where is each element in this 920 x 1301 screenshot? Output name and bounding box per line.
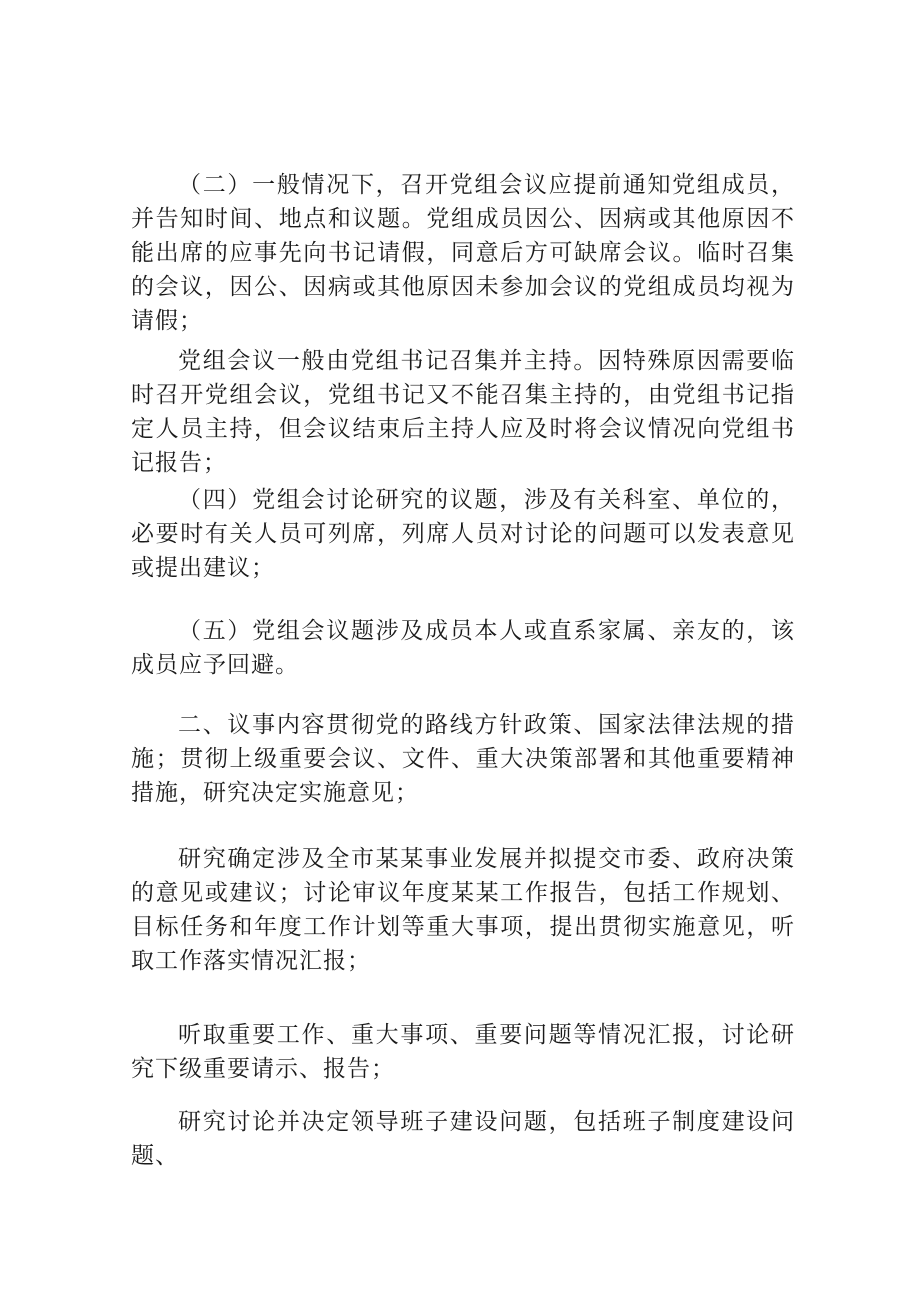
- paragraph-attendance: [131, 483, 795, 585]
- paragraph-work-reports: [131, 1018, 795, 1086]
- paragraph-text: 党组会议一般由党组书记召集并主持。因特殊原因需要临时召开党组会议，党组书记又不能召集主持的，由党组书记指定人员主持，但会议结束后主持人应及时将会议情况向党组书记报告；: [131, 348, 795, 476]
- paragraph-text: 二、议事内容贯彻党的路线方针政策、国家法律法规的措施；贯彻上级重要会议、文件、重大决策部署和其他重要精神措施，研究决定实施意见；: [131, 712, 795, 806]
- paragraph-text: （五）党组会议题涉及成员本人或直系家属、亲友的，该成员应予回避。: [131, 618, 795, 678]
- paragraph-leadership-building: [131, 1105, 795, 1173]
- paragraph-text: 听取重要工作、重大事项、重要问题等情况汇报，讨论研究下级重要请示、报告；: [131, 1022, 795, 1082]
- paragraph-development-decisions: [131, 842, 795, 978]
- paragraph-text: 研究讨论并决定领导班子建设问题，包括班子制度建设问题、: [131, 1109, 795, 1169]
- paragraph-meeting-host: [131, 344, 795, 480]
- paragraph-text: （二）一般情况下，召开党组会议应提前通知党组成员，并告知时间、地点和议题。党组成员因公、因病或其他原因不能出席的应事先向书记请假，同意后方可缺席会议。临时召集的会议，因公、因病或其他原因未参加会议的党组成员均视为请假；: [131, 172, 795, 334]
- paragraph-text: （四）党组会讨论研究的议题，涉及有关科室、单位的，必要时有关人员可列席，列席人员对讨论的问题可以发表意见或提出建议；: [131, 487, 795, 581]
- paragraph-meeting-notice: [131, 168, 795, 338]
- paragraph-agenda-content: [131, 708, 795, 810]
- paragraph-recusal: [131, 614, 795, 682]
- paragraph-text: 研究确定涉及全市某某事业发展并拟提交市委、政府决策的意见或建议；讨论审议年度某某工作报告，包括工作规划、目标任务和年度工作计划等重大事项，提出贯彻实施意见，听取工作落实情况汇报；: [131, 846, 795, 974]
